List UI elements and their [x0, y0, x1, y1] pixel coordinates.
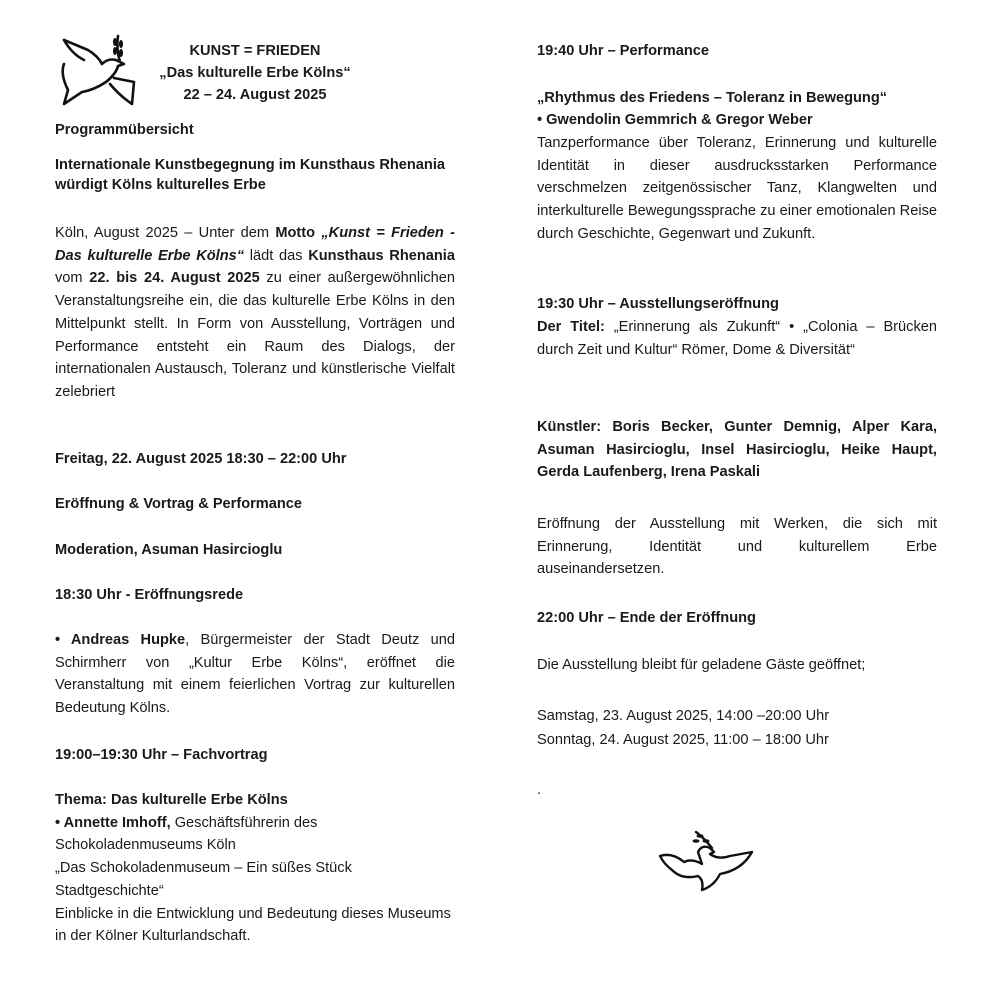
header-dates: 22 – 24. August 2025	[183, 87, 327, 103]
motto: „Kunst = Frieden - Das kulturelle Erbe Kölns“	[55, 225, 455, 264]
title-text: „Erinnerung als Zukunft“ • „Colonia – Brücken durch Zeit und Kultur“ Römer, Dome & Diversität“	[537, 319, 937, 358]
talk-block	[55, 789, 455, 948]
speaker: • Andreas Hupke	[55, 632, 186, 648]
talk-title: „Das Schokoladenmuseum – Ein süßes Stück Stadtgeschichte“	[55, 860, 352, 899]
event-header	[140, 40, 370, 106]
trailing-dot: .	[537, 782, 542, 798]
peace-dove-icon	[58, 34, 138, 108]
end-time: 22:00 Uhr – Ende der Eröffnung	[537, 610, 756, 626]
intro-text: Köln, August 2025 – Unter dem	[55, 225, 276, 241]
talk-speaker: • Annette Imhoff,	[55, 814, 171, 831]
intro-text: zu einer außergewöhnlichen Veranstaltungsreihe ein, die das kulturelle Erbe Kölns in den Mittelpunkt stellt. In Form von Ausstellung, Vorträgen und Performance entsteht ein Raum des Dialogs, der internationalen Austausch, Toleranz und künstlerische Vielfalt zelebriert	[55, 270, 456, 400]
header-subtitle: „Das kulturelle Erbe Kölns“	[159, 65, 351, 81]
title-label: Der Titel:	[537, 319, 605, 335]
intro-paragraph	[55, 222, 455, 404]
talk-theme: Thema: Das kulturelle Erbe Kölns	[55, 792, 288, 808]
performance-text: Tanzperformance über Toleranz, Erinnerung und kulturelle Identität in dieser ausdrucksstarken Performance verschmelzen zeitgenössischer Tanz, Klangwelten und interkulturelle Bewegungssprache zu einer emotionalen Reise durch Geschichte, Gegenwart und Zukunft.	[537, 135, 937, 242]
dates: 22. bis 24. August 2025	[89, 270, 260, 287]
performance-artists: • Gwendolin Gemmrich & Gregor Weber	[537, 112, 813, 128]
speech-time: 18:30 Uhr - Eröffnungsrede	[55, 587, 244, 603]
header-title: KUNST = FRIEDEN	[189, 43, 321, 59]
sunday-hours: Sonntag, 24. August 2025, 11:00 – 18:00 Uhr	[537, 732, 829, 748]
saturday-hours: Samstag, 23. August 2025, 14:00 –20:00 Uhr	[537, 708, 830, 724]
talk-text: Einblicke in die Entwicklung und Bedeutung dieses Museums in der Kölner Kulturlandschaft.	[55, 905, 451, 945]
peace-dove-icon	[658, 830, 754, 892]
performance-time: 19:40 Uhr – Performance	[537, 43, 709, 59]
speech-paragraph	[55, 629, 455, 720]
performance-title: „Rhythmus des Friedens – Toleranz in Bewegung“	[537, 90, 888, 106]
exhibition-time: 19:30 Uhr – Ausstellungseröffnung	[537, 296, 779, 312]
intro-text: lädt das	[244, 247, 309, 264]
artists-list: Künstler: Boris Becker, Gunter Demnig, Alper Kara, Asuman Hasircioglu, Insel Hasircioglu, Heike Haupt, Gerda Laufenberg, Irena Paskali	[537, 419, 937, 481]
overview-heading: Programmübersicht	[55, 122, 194, 138]
friday-heading: Freitag, 22. August 2025 18:30 – 22:00 Uhr	[55, 451, 347, 467]
motto-label: Motto	[275, 225, 316, 241]
intro-text: vom	[55, 270, 90, 287]
headline: Internationale Kunstbegegnung im Kunsthaus Rhenania würdigt Kölns kulturelles Erbe	[55, 157, 446, 193]
talk-role: Geschäftsführerin des Schokoladenmuseums Köln	[55, 814, 318, 854]
program-heading: Eröffnung & Vortrag & Performance	[55, 496, 303, 512]
open-text: Die Ausstellung bleibt für geladene Gäste geöffnet;	[537, 657, 866, 673]
venue: Kunsthaus Rhenania	[308, 247, 455, 264]
speech-text: , Bürgermeister der Stadt Deutz und Schirmherr von „Kultur Erbe Kölns“, eröffnet die Veranstaltung mit einem feierlichen Vortrag zur kulturellen Bedeutung Kölns.	[55, 632, 455, 717]
exhibition-text: Eröffnung der Ausstellung mit Werken, die sich mit Erinnerung, Identität und kulturellem Erbe auseinandersetzen.	[537, 516, 937, 578]
talk-time: 19:00–19:30 Uhr – Fachvortrag	[55, 747, 268, 763]
moderation: Moderation, Asuman Hasircioglu	[55, 542, 283, 558]
exhibition-title	[537, 316, 937, 361]
